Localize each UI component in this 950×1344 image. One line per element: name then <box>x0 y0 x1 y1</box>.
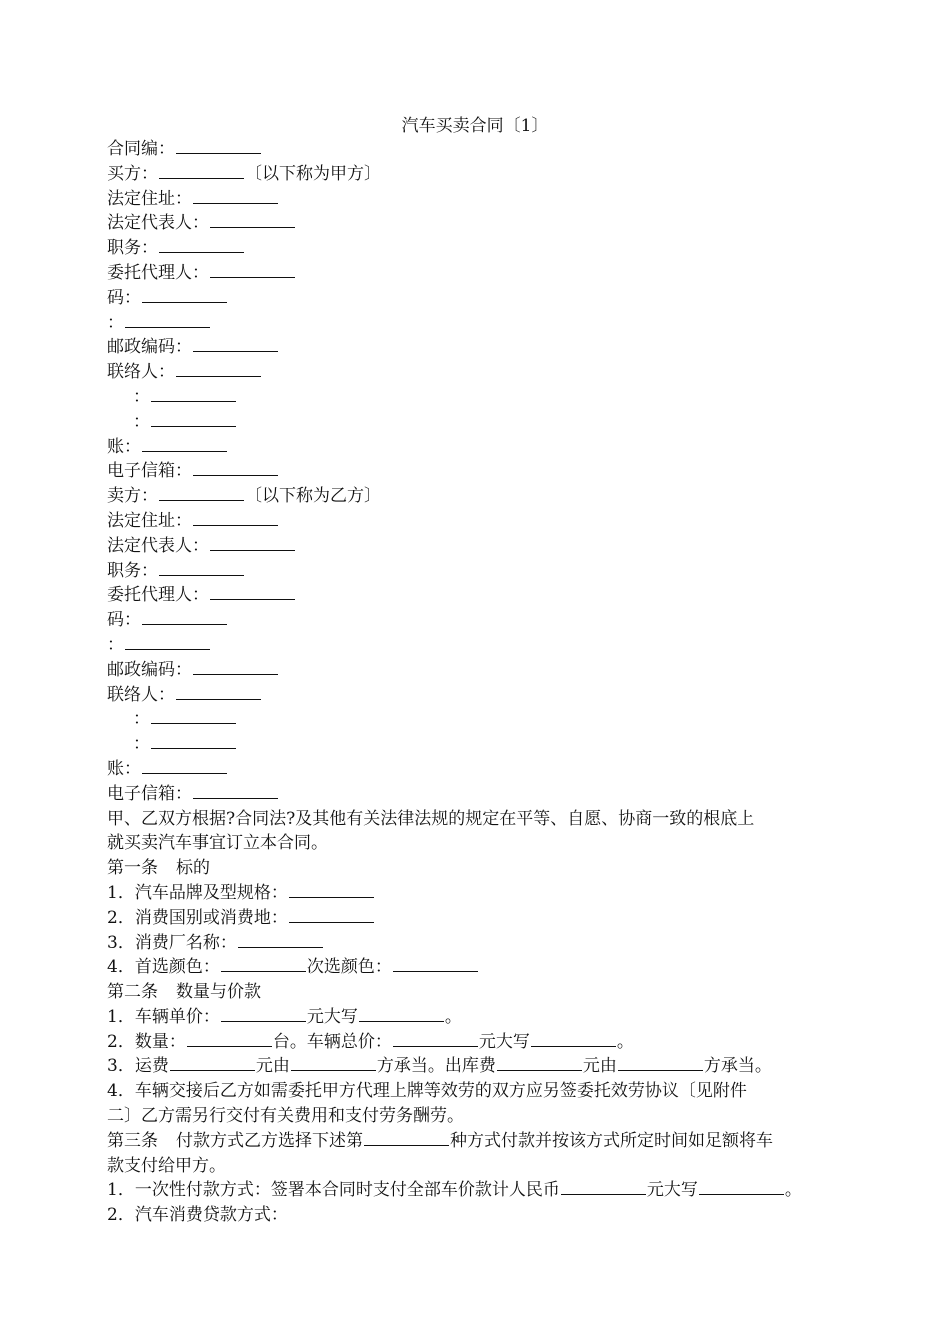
article-title: 标的 <box>176 858 210 879</box>
blank-field[interactable] <box>561 1193 646 1195</box>
address-label: 法定住址： <box>107 188 192 209</box>
contract-no-label: 合同编： <box>107 139 175 159</box>
agent-label: 委托代理人： <box>107 585 209 606</box>
item-label: 方承当。 <box>703 1056 772 1077</box>
blank-field[interactable] <box>221 1020 306 1022</box>
postal-label: 邮政编码： <box>107 659 192 680</box>
blank-field[interactable] <box>159 499 244 501</box>
buyer-postal-line <box>107 335 867 360</box>
item-label: 。 <box>616 1031 634 1052</box>
seller-code-line <box>107 608 867 633</box>
blank-field[interactable] <box>699 1193 784 1195</box>
account-label: 账： <box>107 758 141 779</box>
colon-label: ： <box>133 734 150 755</box>
seller-party-line <box>107 484 867 509</box>
buyer-address-line <box>107 187 867 212</box>
code-label: 码： <box>107 610 141 631</box>
agent-label: 委托代理人： <box>107 262 209 283</box>
blank-field[interactable] <box>364 1144 449 1146</box>
blank-field[interactable] <box>151 722 236 724</box>
blank-field[interactable] <box>193 350 278 352</box>
buyer-label: 买方： <box>107 163 158 184</box>
item-label: 1．车辆单价： <box>107 1006 220 1027</box>
blank-field[interactable] <box>176 698 261 700</box>
article2-item1 <box>107 1005 867 1030</box>
seller-colon-line <box>107 633 867 658</box>
intro-line-1: 甲、乙双方根据?合同法?及其他有关法律法规的规定在平等、自愿、协商一致的根底上 <box>107 808 755 829</box>
blank-field[interactable] <box>618 1069 703 1071</box>
blank-field[interactable] <box>193 474 278 476</box>
blank-field[interactable] <box>210 598 295 600</box>
blank-field[interactable] <box>151 747 236 749</box>
seller-contact-line <box>107 683 867 708</box>
article1-item3 <box>107 931 867 956</box>
blank-field[interactable] <box>193 673 278 675</box>
blank-field[interactable] <box>159 574 244 576</box>
email-label: 电子信箱： <box>107 783 192 804</box>
item-label: 2．消费国别或消费地： <box>107 907 288 928</box>
blank-field[interactable] <box>497 1069 582 1071</box>
item-label: 3．消费厂名称： <box>107 932 237 953</box>
item-label: 3．运费 <box>107 1056 169 1077</box>
item-label: 方承当。出库费 <box>376 1056 496 1077</box>
blank-field[interactable] <box>193 797 278 799</box>
seller-position-line <box>107 559 867 584</box>
article1-heading <box>107 856 867 881</box>
buyer-colon-b-line <box>107 410 867 435</box>
blank-field[interactable] <box>142 450 227 452</box>
seller-label: 卖方： <box>107 486 158 507</box>
address-label: 法定住址： <box>107 510 192 531</box>
colon-label: ： <box>107 312 124 333</box>
blank-field[interactable] <box>210 226 295 228</box>
seller-agent-line <box>107 583 867 608</box>
colon-label: ： <box>107 634 124 655</box>
blank-field[interactable] <box>187 1045 272 1047</box>
postal-label: 邮政编码： <box>107 337 192 358</box>
blank-field[interactable] <box>393 1045 478 1047</box>
article1-item2 <box>107 906 867 931</box>
blank-field[interactable] <box>210 549 295 551</box>
blank-field[interactable] <box>151 425 236 427</box>
blank-field[interactable] <box>393 970 478 972</box>
article3-heading-line2: 款支付给甲方。 <box>107 1155 226 1176</box>
legal-rep-label: 法定代表人： <box>107 535 209 556</box>
email-label: 电子信箱： <box>107 461 192 482</box>
article-title: 种方式付款并按该方式所定时间如足额将车 <box>450 1130 773 1151</box>
buyer-contract-no-line <box>107 137 867 162</box>
article2-item4-line2: 二〕乙方需另行交付有关费用和支付劳务酬劳。 <box>107 1106 464 1127</box>
blank-field[interactable] <box>159 177 244 179</box>
article3-item1 <box>107 1178 867 1203</box>
blank-field[interactable] <box>210 276 295 278</box>
blank-field[interactable] <box>289 921 374 923</box>
item-label: 元由 <box>255 1056 290 1077</box>
legal-rep-label: 法定代表人： <box>107 213 209 234</box>
article3-item2: 2．汽车消费贷款方式： <box>107 1205 288 1226</box>
article-number: 第一条 <box>107 858 158 879</box>
item-label: 1．汽车品牌及型规格： <box>107 882 288 903</box>
buyer-account-line <box>107 435 867 460</box>
seller-colon-b-line <box>107 732 867 757</box>
seller-address-line <box>107 509 867 534</box>
colon-label: ： <box>133 709 150 730</box>
item-label: 元大写 <box>646 1180 698 1201</box>
contact-label: 联络人： <box>107 684 175 705</box>
blank-field[interactable] <box>221 970 306 972</box>
buyer-legal-rep-line <box>107 211 867 236</box>
item-label: 元大写 <box>306 1006 358 1027</box>
seller-postal-line <box>107 658 867 683</box>
buyer-colon-line <box>107 311 867 336</box>
blank-field[interactable] <box>176 152 261 154</box>
buyer-note: 〔以下称为甲方〕 <box>245 163 381 184</box>
blank-field[interactable] <box>125 648 210 650</box>
buyer-agent-line <box>107 261 867 286</box>
item-label: 元大写 <box>478 1031 530 1052</box>
seller-note: 〔以下称为乙方〕 <box>245 486 381 507</box>
buyer-colon-a-line <box>107 385 867 410</box>
article2-item4-line1: 4．车辆交接后乙方如需委托甲方代理上牌等效劳的双方应另签委托效劳协议〔见附件 <box>107 1081 747 1102</box>
buyer-contact-line <box>107 360 867 385</box>
article-number: 第二条 <box>107 982 158 1003</box>
blank-field[interactable] <box>142 301 227 303</box>
blank-field[interactable] <box>291 1069 376 1071</box>
buyer-position-line <box>107 236 867 261</box>
blank-field[interactable] <box>193 202 278 204</box>
position-label: 职务： <box>107 238 158 259</box>
item-label: 2．数量： <box>107 1031 186 1052</box>
colon-label: ： <box>133 386 150 407</box>
blank-field[interactable] <box>125 326 210 328</box>
item-label: 。 <box>444 1006 462 1027</box>
article2-heading <box>107 980 867 1005</box>
contact-label: 联络人： <box>107 362 175 383</box>
seller-email-line <box>107 782 867 807</box>
blank-field[interactable] <box>142 772 227 774</box>
blank-field[interactable] <box>151 400 236 402</box>
buyer-email-line <box>107 459 867 484</box>
account-label: 账： <box>107 436 141 457</box>
article-title: 数量与价款 <box>176 982 261 1003</box>
item-label: 元由 <box>582 1056 617 1077</box>
intro-line-2: 就买卖汽车事宜订立本合同。 <box>107 833 328 854</box>
code-label: 码： <box>107 287 141 308</box>
blank-field[interactable] <box>159 251 244 253</box>
blank-field[interactable] <box>238 946 323 948</box>
seller-legal-rep-line <box>107 534 867 559</box>
article3-heading <box>107 1129 867 1154</box>
blank-field[interactable] <box>176 375 261 377</box>
item-label: 1．一次性付款方式：签署本合同时支付全部车价款计人民币 <box>107 1180 560 1201</box>
buyer-party-line <box>107 162 867 187</box>
blank-field[interactable] <box>289 896 374 898</box>
blank-field[interactable] <box>359 1020 444 1022</box>
article-title: 付款方式乙方选择下述第 <box>176 1130 363 1151</box>
seller-account-line <box>107 757 867 782</box>
article1-item1 <box>107 881 867 906</box>
item-label: 。 <box>784 1180 802 1201</box>
article2-item2 <box>107 1030 867 1055</box>
colon-label: ： <box>133 411 150 432</box>
article2-item3 <box>107 1054 867 1079</box>
item-label: 次选颜色： <box>306 957 392 978</box>
item-label: 台。车辆总价： <box>272 1031 392 1052</box>
item-label: 4．首选颜色： <box>107 957 220 978</box>
seller-colon-a-line <box>107 707 867 732</box>
article-number: 第三条 <box>107 1130 158 1151</box>
document-title: 汽车买卖合同〔1〕 <box>401 116 549 136</box>
blank-field[interactable] <box>193 524 278 526</box>
blank-field[interactable] <box>170 1069 255 1071</box>
blank-field[interactable] <box>142 623 227 625</box>
position-label: 职务： <box>107 560 158 581</box>
article1-item4 <box>107 955 867 980</box>
buyer-code-line <box>107 286 867 311</box>
blank-field[interactable] <box>531 1045 616 1047</box>
contract-body <box>107 137 867 1228</box>
